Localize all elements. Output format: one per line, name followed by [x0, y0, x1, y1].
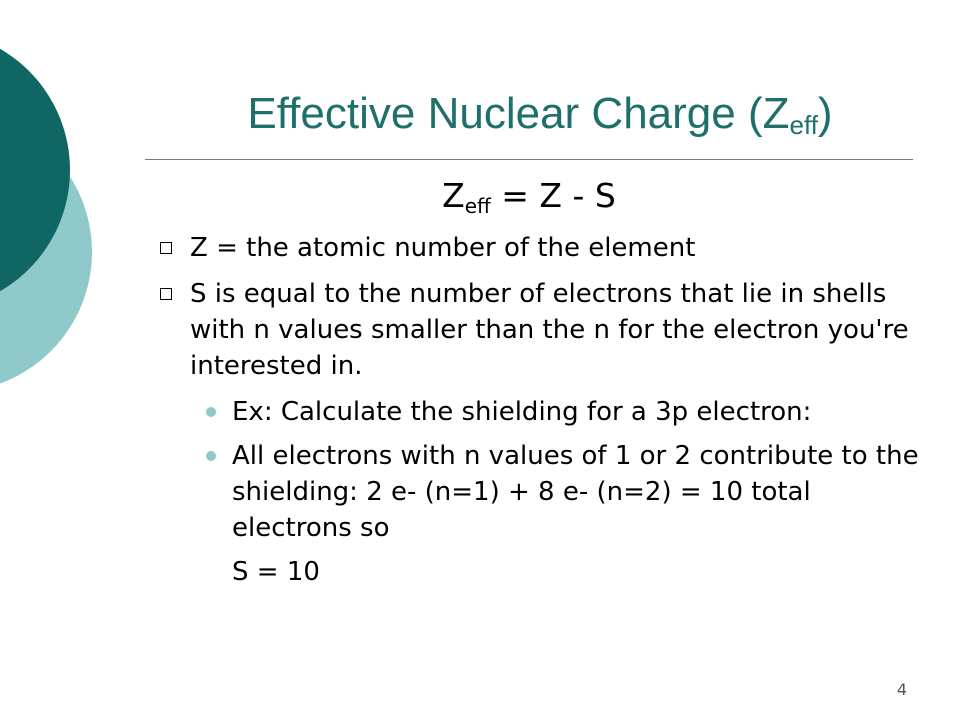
- formula: $Z_{eff} = Z - S$: [442, 176, 616, 218]
- slide-body: [160, 230, 920, 590]
- slide-title: Effective Nuclear Charge $(Z_{eff})$: [247, 89, 833, 140]
- title-divider: [145, 159, 913, 160]
- sub-bullet-item: Ex: Calculate the shielding for a 3p electron:: [232, 394, 920, 430]
- dot-bullet-icon: [206, 451, 216, 461]
- dot-bullet-icon: [206, 407, 216, 417]
- square-bullet-icon: [160, 288, 172, 300]
- bullet-item: Z = the atomic number of the element: [160, 230, 920, 266]
- decorative-circles: [0, 0, 120, 400]
- page-number: 4: [896, 680, 907, 699]
- continuation-text: S = 10: [232, 557, 320, 587]
- sub-bullet-item: All electrons with n values of 1 or 2 contribute to the shielding: 2 e- (n=1) + 8 e- (n=2) = 10 total electrons so: [232, 438, 920, 546]
- square-bullet-icon: [160, 242, 172, 254]
- bullet-item: S is equal to the number of electrons that lie in shells with n values smaller than the n for the electron you're interested in.: [160, 276, 920, 384]
